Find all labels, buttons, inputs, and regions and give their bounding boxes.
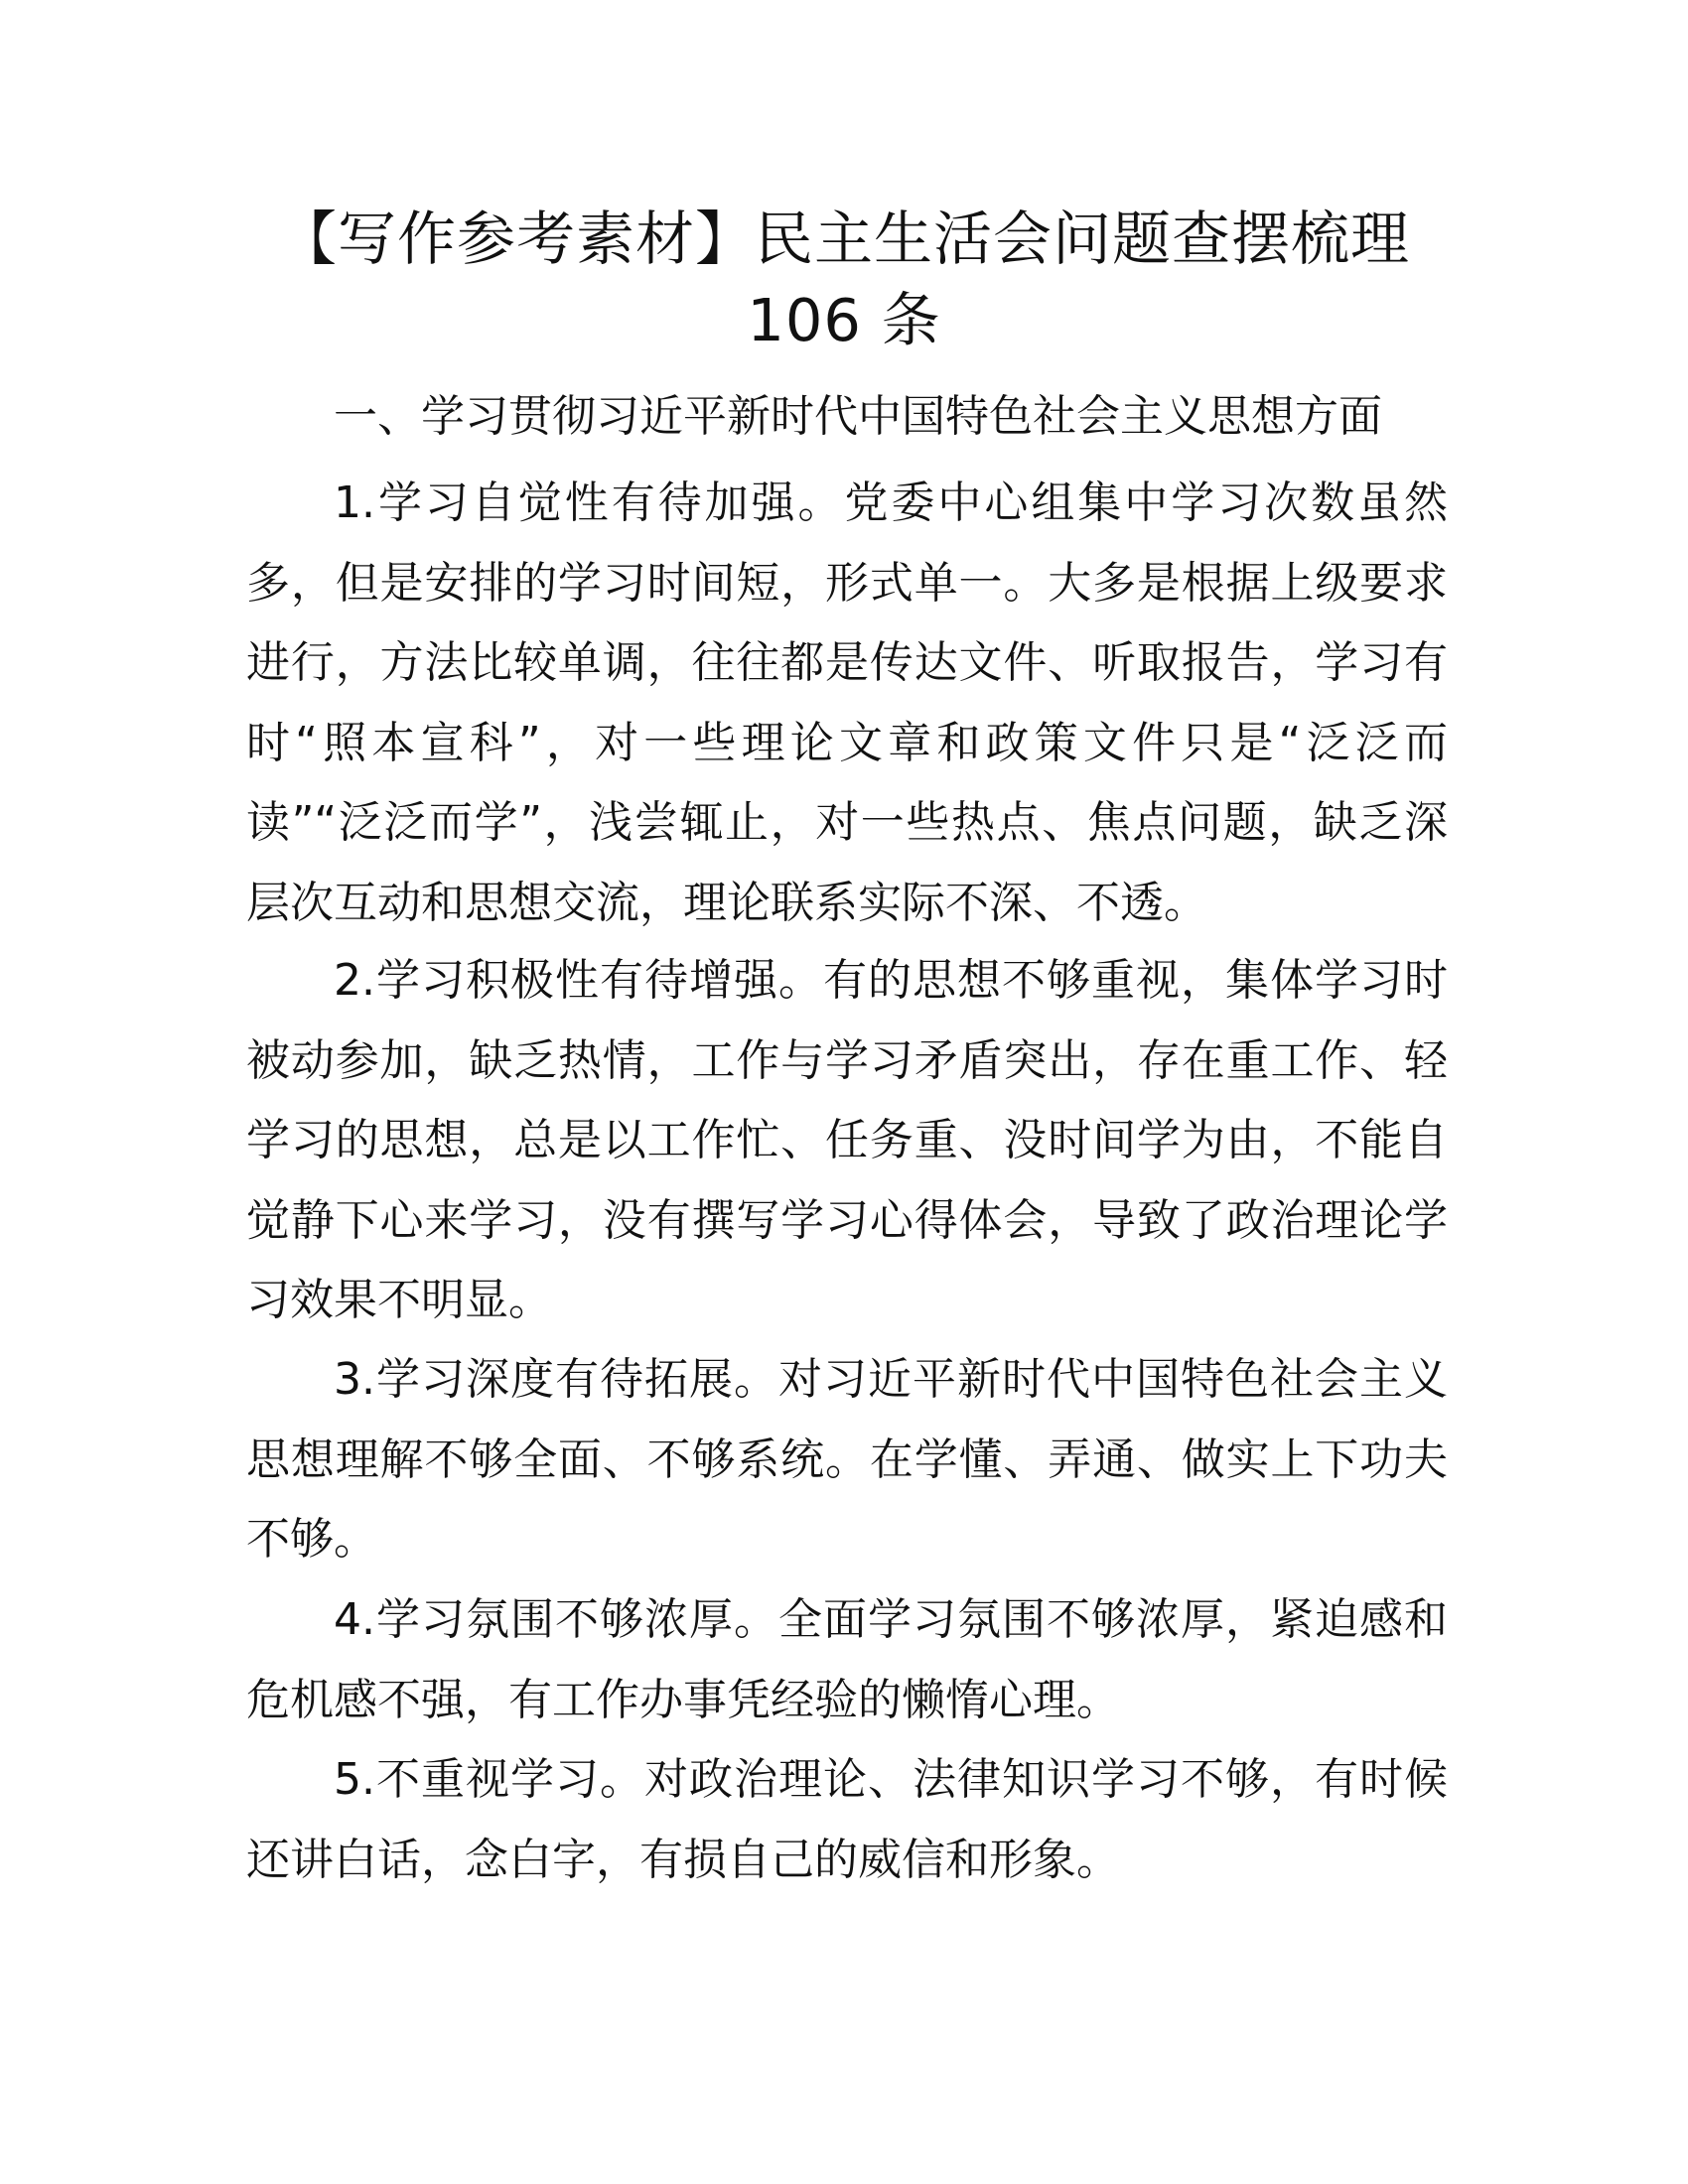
paragraph-item-4: 4.学习氛围不够浓厚。全面学习氛围不够浓厚，紧迫感和危机感不强，有工作办事凭经验的懒惰心理。: [246, 1594, 1448, 1725]
title-line-2: 106 条: [747, 286, 941, 354]
paragraph-item-5: 5.不重视学习。对政治理论、法律知识学习不够，有时候还讲白话，念白字，有损自己的威信和形象。: [246, 1754, 1448, 1885]
title-line-1: 【写作参考素材】民主生活会问题查摆梳理: [277, 205, 1410, 273]
paragraph-item-2: 2.学习积极性有待增强。有的思想不够重视，集体学习时被动参加，缺乏热情，工作与学习矛盾突出，存在重工作、轻学习的思想，总是以工作忙、任务重、没时间学为由，不能自觉静下心来学习，没有撰写学习心得体会，导致了政治理论学习效果不明显。: [246, 955, 1448, 1325]
section-heading: 一、学习贯彻习近平新时代中国特色社会主义思想方面: [334, 391, 1382, 442]
paragraph-item-3: 3.学习深度有待拓展。对习近平新时代中国特色社会主义思想理解不够全面、不够系统。在学懂、弄通、做实上下功夫不够。: [246, 1354, 1448, 1565]
paragraph-item-1: 1.学习自觉性有待加强。党委中心组集中学习次数虽然多，但是安排的学习时间短，形式单一。大多是根据上级要求进行，方法比较单调，往往都是传达文件、听取报告，学习有时“照本宣科”，对一些理论文章和政策文件只是“泛泛而读”“泛泛而学”，浅尝辄止，对一些热点、焦点问题，缺乏深层次互动和思想交流，理论联系实际不深、不透。: [246, 478, 1448, 928]
document-title: [243, 199, 1445, 361]
